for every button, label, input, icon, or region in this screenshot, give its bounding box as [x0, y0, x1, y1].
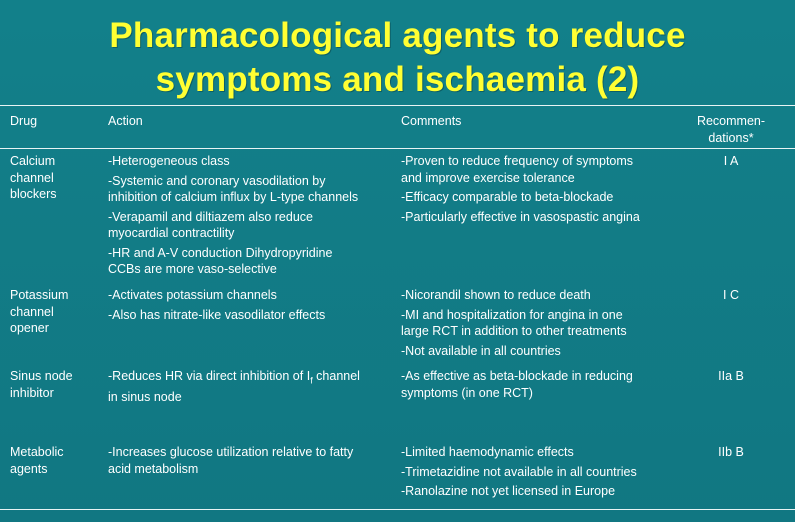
row-1-action-text: -Verapamil and diltiazem also reduce — [108, 209, 313, 224]
row-3-action — [108, 368, 393, 406]
row-2-drug-line: Potassium — [10, 288, 69, 302]
row-1-action-text: CCBs are more vaso-selective — [108, 262, 277, 276]
row-1-drug — [10, 153, 100, 203]
row-1-comments — [401, 153, 681, 228]
row-2-comment-text: -Nicorandil shown to reduce death — [401, 288, 591, 302]
row-4-drug-line: Metabolic — [10, 445, 64, 459]
row-1-action-text: inhibition of calcium influx by L-type channels — [108, 190, 359, 204]
row-3-comment-text: -As effective as beta-blockade in reducing — [401, 369, 633, 383]
row-2-comment-item — [401, 307, 681, 340]
row-4-drug-line: agents — [10, 461, 48, 476]
row-4-action-text: acid metabolism — [108, 461, 199, 476]
row-1-comment-item — [401, 209, 681, 226]
row-3-action-prefix: -Reduces HR via direct inhibition of I — [108, 369, 311, 383]
row-1-comment-text: -Particularly effective in vasospastic angina — [401, 209, 640, 224]
header-comments: Comments — [401, 114, 462, 128]
row-1-action-item — [108, 209, 393, 242]
row-1-action-item — [108, 153, 393, 170]
row-4-comment-text: -Ranolazine not yet licensed in Europe — [401, 484, 616, 498]
title-line-2: symptoms and ischaemia (2) — [155, 60, 640, 99]
row-1-comment-text: and improve exercise tolerance — [401, 170, 575, 185]
row-2-drug-line: opener — [10, 321, 49, 335]
table-header-rule — [0, 148, 795, 149]
row-1-drug-line: channel — [10, 170, 54, 185]
row-2-drug-line: channel — [10, 304, 54, 319]
row-1-action-text: -Heterogeneous class — [108, 154, 230, 168]
row-2-action — [108, 287, 393, 326]
row-1-action-text: -HR and A-V conduction Dihydropyridine — [108, 245, 333, 260]
row-2-comment-text: -MI and hospitalization for angina in one — [401, 307, 623, 322]
row-1-action-item — [108, 245, 393, 278]
row-3-recommendation: IIa B — [718, 369, 744, 383]
row-1-action-item — [108, 173, 393, 206]
row-1-drug-line: blockers — [10, 187, 57, 201]
header-action: Action — [108, 114, 143, 128]
row-1-recommendation: I A — [723, 154, 739, 168]
slide-title — [0, 14, 795, 102]
row-3-action-text — [108, 368, 393, 389]
row-2-action-item — [108, 287, 393, 304]
row-2-comments — [401, 287, 681, 362]
row-3-drug-line: inhibitor — [10, 385, 54, 400]
row-4-comments — [401, 444, 681, 503]
row-1-action — [108, 153, 393, 281]
row-2-comment-item — [401, 343, 681, 360]
row-4-recommendation: IIb B — [718, 445, 744, 459]
row-1-comment-text: -Proven to reduce frequency of symptoms — [401, 154, 634, 168]
header-recommendations-line-1: Recommen- — [696, 114, 766, 128]
row-2-action-item — [108, 307, 393, 324]
row-1-comment-text: -Efficacy comparable to beta-blockade — [401, 190, 614, 204]
row-2-drug — [10, 287, 100, 337]
row-4-comment-item — [401, 444, 681, 461]
header-drug: Drug — [10, 114, 38, 128]
row-4-drug — [10, 444, 100, 477]
row-3-drug-line: Sinus node — [10, 369, 73, 383]
row-4-action-item — [108, 444, 393, 477]
row-2-action-text: -Activates potassium channels — [108, 288, 277, 302]
row-1-drug-line: Calcium — [10, 154, 56, 168]
row-4-comment-item — [401, 464, 681, 481]
row-2-comment-item — [401, 287, 681, 304]
row-2-recommendation: I C — [723, 288, 739, 302]
row-2-comment-text: -Not available in all countries — [401, 343, 561, 358]
table-bottom-rule — [0, 509, 795, 510]
row-1-action-text: -Systemic and coronary vasodilation by — [108, 173, 326, 188]
row-2-action-text: -Also has nitrate-like vasodilator effects — [108, 307, 326, 322]
row-3-action-text: in sinus node — [108, 390, 182, 404]
row-1-action-text: myocardial contractility — [108, 226, 235, 240]
row-3-comment-text: symptoms (in one RCT) — [401, 385, 533, 400]
row-1-comment-item — [401, 189, 681, 206]
row-3-comment-item — [401, 368, 681, 401]
row-4-action-text: -Increases glucose utilization relative to fatty — [108, 445, 354, 459]
row-4-comment-text: -Limited haemodynamic effects — [401, 445, 574, 459]
row-4-comment-text: -Trimetazidine not available in all countries — [401, 464, 637, 479]
title-line-1: Pharmacological agents to reduce — [109, 16, 686, 55]
row-2-comment-text: large RCT in addition to other treatments — [401, 324, 627, 338]
row-3-action-suffix: channel — [312, 369, 360, 383]
row-4-action — [108, 444, 393, 480]
header-recommendations-line-2: dations* — [708, 130, 754, 145]
header-recommendations — [690, 113, 772, 146]
row-1-comment-item — [401, 153, 681, 186]
row-3-comments — [401, 368, 681, 404]
row-3-drug — [10, 368, 100, 401]
table-top-rule — [0, 105, 795, 106]
row-4-comment-item — [401, 483, 681, 500]
row-3-action-subscript: f — [310, 375, 313, 386]
